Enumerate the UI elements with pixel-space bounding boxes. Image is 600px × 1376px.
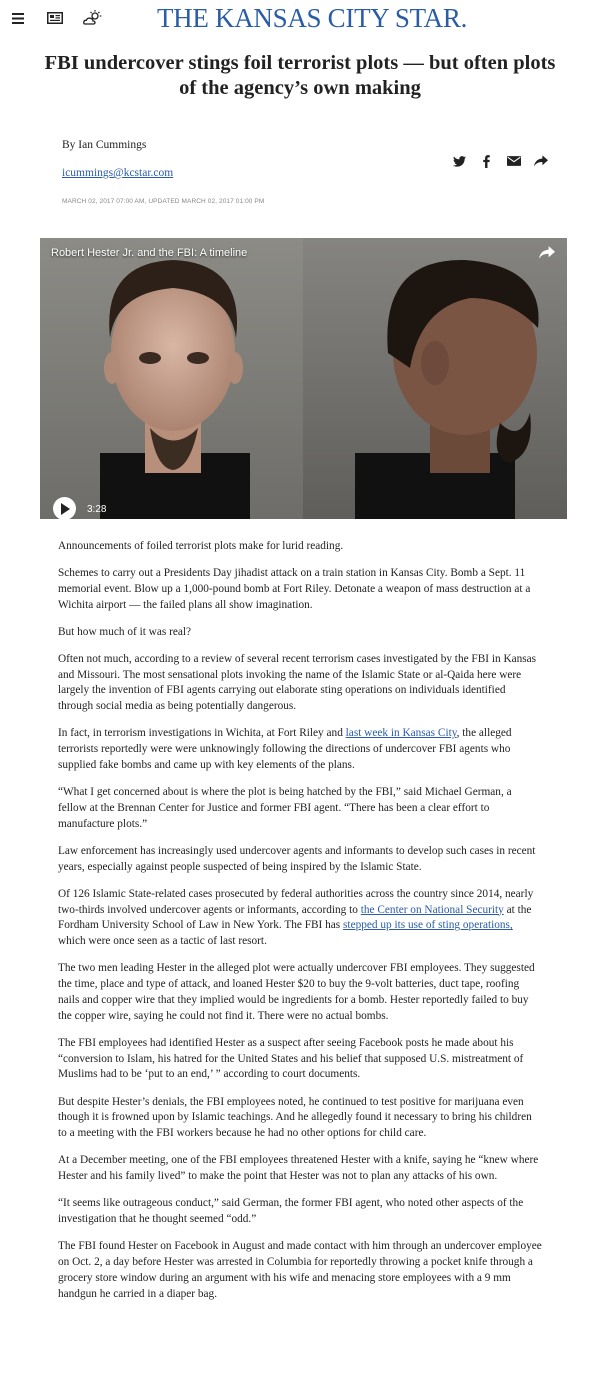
article-body — [58, 539, 542, 1314]
play-icon — [60, 503, 70, 515]
paragraph: “What I get concerned about is where the plot is being hatched by the FBI,” said Michael German, a fellow at the Brennan Center for Justice and former FBI agent. “There has been a clear effort to manufacture plots.” — [58, 786, 512, 830]
partly-cloudy-icon[interactable] — [82, 8, 104, 28]
paragraph: Law enforcement has increasingly used undercover agents and informants to develop such cases in recent years, especially against people suspected of being inspired by the Islamic State. — [58, 844, 536, 873]
paragraph — [58, 726, 542, 774]
paragraph-text: In fact, in terrorism investigations in Wichita, at Fort Riley and — [58, 727, 346, 740]
mugshot-image — [40, 238, 567, 519]
paragraph: But despite Hester’s denials, the FBI employees noted, he continued to test positive for marijuana even though it is frowned upon by Islamic teachings. And he allegedly found it necessary to bring his children to a meeting with the FBI workers because he had no other options for child care. — [58, 1095, 532, 1140]
paragraph-text: , the alleged terrorists reportedly were were unknowingly following the directions of undercover FBI agents who supplied fake bombs and came up with key elements of the plans. — [58, 727, 512, 772]
paragraph: The FBI employees had identified Hester as a suspect after seeing Facebook posts he made about his “conversion to Islam, his hatred for the United States and his belief that supposed U.S. mistreatment of Muslims had to be ‘put to an end,’ ” according to court documents. — [58, 1036, 524, 1081]
email-icon[interactable] — [500, 152, 527, 170]
paragraph: Schemes to carry out a Presidents Day jihadist attack on a train station in Kansas City. Bomb a Sept. 11 memorial event. Blow up a 1,000-pound bomb at Fort Riley. Detonate a weapon of mass destruction at a Wichita airport — the failed plans all show imagination. — [58, 567, 531, 611]
last-week-kc-link[interactable]: last week in Kansas City — [345, 727, 457, 740]
share-arrow-icon[interactable] — [527, 152, 554, 170]
paragraph: The FBI found Hester on Facebook in August and made contact with him through an undercover employee on Oct. 2, a day before Hester was arrested in Columbia for reportedly throwing a pocket knife through a grocery store window during an argument with his wife and menacing store employees with a 9 mm handgun he carried in a diaper bag. — [58, 1239, 542, 1300]
video-share-icon[interactable] — [539, 246, 555, 264]
paragraph: But how much of it was real? — [58, 625, 192, 638]
site-logo[interactable]: THE KANSAS CITY STAR. — [156, 3, 468, 33]
sting-operations-link[interactable]: stepped up its use of sting operations, — [343, 919, 513, 932]
top-navigation-bar — [0, 0, 600, 38]
paragraph: The two men leading Hester in the alleged plot were actually undercover FBI employees. They suggested the time, place and type of attack, and loaned Hester $20 to buy the 9-volt batteries, duct tape, roofing nails and copper wire that they implied would be ingredients for a bomb. Hester reportedly failed to buy the copper wire, saying he could not find it. There were no actual bombs. — [58, 962, 535, 1022]
publish-dateline: MARCH 02, 2017 07:00 AM, UPDATED MARCH 02, 2017 01:00 PM — [62, 198, 265, 205]
newspaper-icon[interactable] — [45, 8, 65, 28]
paragraph: Announcements of foiled terrorist plots make for lurid reading. — [58, 540, 344, 552]
video-title: Robert Hester Jr. and the FBI: A timeline — [51, 247, 248, 259]
author-byline: By Ian Cummings — [62, 139, 147, 151]
paragraph-text: Of 126 Islamic State-related cases prosecuted by federal authorities across the country since 2014, nearly two-thirds involved undercover agents or informants, according to — [58, 887, 534, 916]
paragraph — [58, 887, 542, 950]
share-toolbar — [446, 152, 554, 170]
twitter-icon[interactable] — [446, 152, 473, 170]
hamburger-menu-icon[interactable] — [9, 8, 27, 28]
paragraph: At a December meeting, one of the FBI employees threatened Hester with a knife, saying he “knew where Hester and his family lived” to make the point that Hester was not to plan any attacks of his own. — [58, 1154, 539, 1183]
paragraph-text: at the Fordham University School of Law in New York. The FBI has — [58, 903, 532, 932]
author-email-link[interactable]: icummings@kcstar.com — [62, 167, 174, 179]
facebook-icon[interactable] — [473, 152, 500, 170]
center-national-security-link[interactable]: the Center on National Security — [360, 903, 504, 916]
paragraph: Often not much, according to a review of several recent terrorism cases investigated by the FBI in Kansas and Missouri. The most sensational plots invoking the name of the Islamic State or al-Qaida here were largely the invention of FBI agents carrying out elaborate sting operations on individuals identified through social media as being potentially dangerous. — [58, 652, 537, 713]
play-button[interactable] — [53, 497, 76, 519]
video-duration: 3:28 — [87, 504, 107, 515]
article-headline: FBI undercover stings foil terrorist plots — but often plots of the agency’s own making — [44, 52, 556, 99]
video-player[interactable] — [40, 238, 567, 519]
paragraph-text: which were once seen as a tactic of last resort. — [58, 935, 267, 948]
paragraph: “It seems like outrageous conduct,” said German, the former FBI agent, who noted other aspects of the investigation that he thought seemed “odd.” — [58, 1197, 524, 1225]
